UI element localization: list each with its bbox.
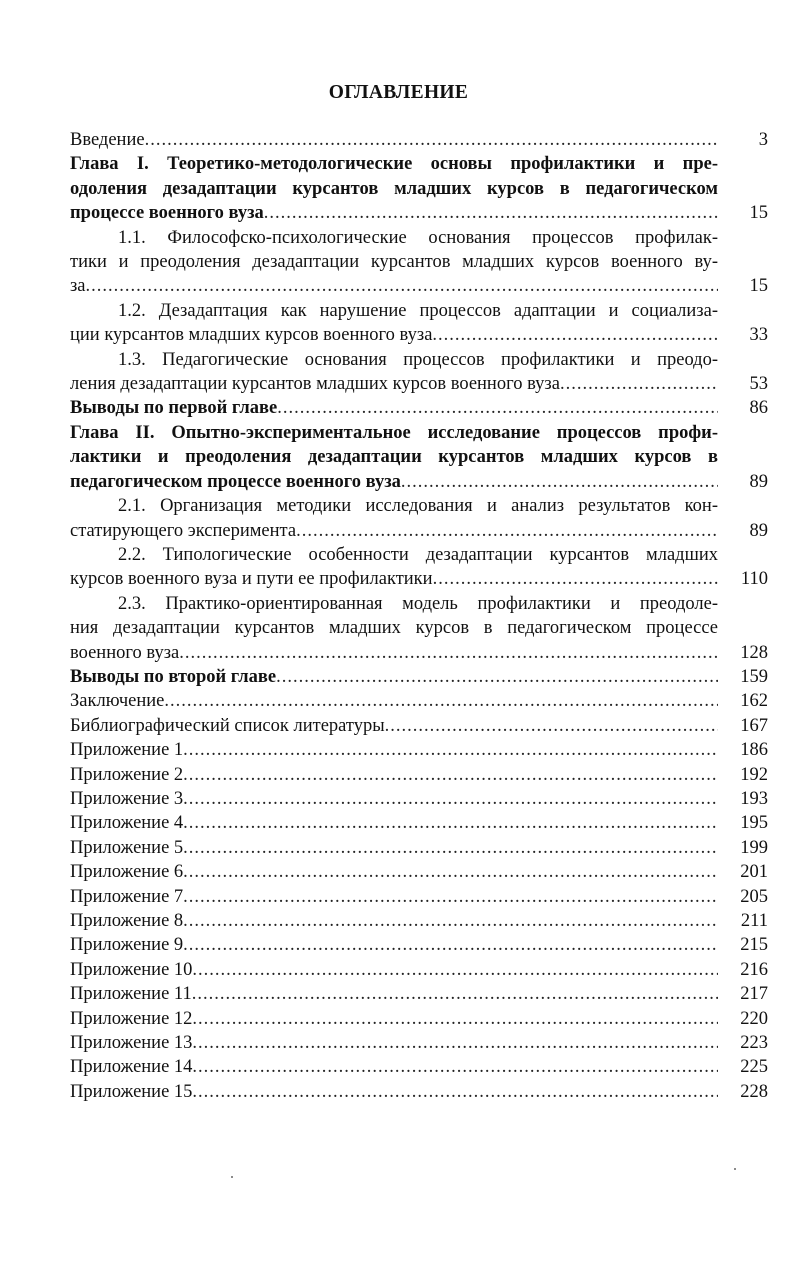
toc-page-number: 193 bbox=[740, 788, 768, 809]
toc-page-number: 167 bbox=[740, 715, 768, 736]
toc-entry-title: процессе военного вуза bbox=[70, 203, 264, 224]
toc-entry bbox=[70, 348, 770, 397]
toc-entry bbox=[70, 1055, 770, 1079]
toc-entry-line: тики и преодоления дезадаптации курсантов младших курсов военного ву- bbox=[70, 252, 718, 273]
toc-entry-title: Приложение 12 bbox=[70, 1008, 193, 1029]
toc-page-number: 220 bbox=[740, 1008, 768, 1029]
toc-entry bbox=[70, 543, 770, 592]
toc-entry bbox=[70, 909, 770, 933]
toc-entry-title: Приложение 10 bbox=[70, 959, 193, 980]
toc-page-number: 201 bbox=[740, 862, 768, 883]
toc-entry bbox=[70, 1080, 770, 1104]
dot-leader bbox=[86, 274, 718, 298]
toc-entry-title: Библиографический список литературы bbox=[70, 715, 385, 736]
toc-entry-leader-line bbox=[70, 323, 770, 347]
toc-entry bbox=[70, 152, 770, 225]
toc-entry-leader-line bbox=[70, 836, 770, 860]
toc-entry-leader-line bbox=[70, 738, 770, 762]
toc-entry bbox=[70, 714, 770, 738]
dot-leader bbox=[183, 860, 718, 884]
toc-entry-title: Приложение 13 bbox=[70, 1033, 193, 1054]
dot-leader bbox=[183, 738, 718, 762]
toc-page-number: 192 bbox=[740, 764, 768, 785]
scan-speck bbox=[231, 1176, 233, 1178]
dot-leader bbox=[192, 1055, 718, 1079]
toc-entry-leader-line bbox=[70, 811, 770, 835]
toc-entry-leader-line bbox=[70, 933, 770, 957]
toc-entry-title: ления дезадаптации курсантов младших курсов военного вуза bbox=[70, 374, 560, 395]
toc-entry-leader-line bbox=[70, 982, 770, 1006]
toc-entry-title: Заключение bbox=[70, 691, 165, 712]
dot-leader bbox=[183, 763, 718, 787]
dot-leader bbox=[192, 1031, 718, 1055]
toc-entry bbox=[70, 592, 770, 665]
dot-leader bbox=[145, 128, 718, 152]
toc-entry bbox=[70, 763, 770, 787]
dot-leader bbox=[277, 396, 718, 420]
toc-entry-leader-line bbox=[70, 567, 770, 591]
toc-page-number: 215 bbox=[740, 935, 768, 956]
toc-entry-leader-line bbox=[70, 396, 770, 420]
toc-page-number: 3 bbox=[758, 130, 768, 150]
dot-leader bbox=[183, 811, 718, 835]
toc-entry bbox=[70, 226, 770, 299]
toc-entry-leader-line bbox=[70, 1007, 770, 1031]
toc-entry bbox=[70, 396, 770, 420]
dot-leader bbox=[560, 372, 718, 396]
toc-entry-leader-line bbox=[70, 958, 770, 982]
toc-entry-line: ния дезадаптации курсантов младших курсов в педагогическом процессе bbox=[70, 618, 718, 639]
toc-entry-title: Приложение 2 bbox=[70, 764, 184, 785]
toc-entry bbox=[70, 982, 770, 1006]
toc-entry-line: Глава II. Опытно-экспериментальное исследование процессов профи- bbox=[70, 422, 718, 443]
toc-entry-title: Приложение 9 bbox=[70, 935, 184, 956]
toc-entry-line: 1.2. Дезадаптация как нарушение процессов адаптации и социализа- bbox=[118, 300, 718, 321]
toc-page-number: 228 bbox=[740, 1081, 768, 1102]
toc-entry bbox=[70, 738, 770, 762]
toc-entry bbox=[70, 1007, 770, 1031]
toc-entry-leader-line bbox=[70, 201, 770, 225]
dot-leader bbox=[183, 787, 718, 811]
toc-page-number: 86 bbox=[749, 398, 768, 419]
toc-entry bbox=[70, 299, 770, 348]
toc-entry bbox=[70, 860, 770, 884]
toc-entry-line: одоления дезадаптации курсантов младших курсов в педагогическом bbox=[70, 178, 718, 199]
toc-entry-title: Приложение 4 bbox=[70, 813, 184, 834]
dot-leader bbox=[183, 933, 718, 957]
toc-entry-title: Приложение 11 bbox=[70, 984, 192, 1005]
toc-page-number: 216 bbox=[740, 959, 768, 980]
dot-leader bbox=[192, 958, 718, 982]
toc-page-number: 162 bbox=[740, 691, 768, 712]
dot-leader bbox=[433, 567, 718, 591]
dot-leader bbox=[192, 982, 718, 1006]
toc-entry-leader-line bbox=[70, 787, 770, 811]
toc-page-number: 211 bbox=[740, 911, 768, 931]
toc-page-number: 217 bbox=[740, 984, 768, 1005]
toc-entry-leader-line bbox=[70, 860, 770, 884]
toc-entry bbox=[70, 1031, 770, 1055]
toc-page-number: 205 bbox=[740, 886, 768, 907]
dot-leader bbox=[183, 885, 718, 909]
toc-entry-leader-line bbox=[70, 665, 770, 689]
toc-page-number: 89 bbox=[749, 520, 768, 541]
dot-leader bbox=[401, 470, 718, 494]
toc-page-number: 225 bbox=[740, 1057, 768, 1078]
toc-page-number: 195 bbox=[740, 813, 768, 834]
toc-entry bbox=[70, 958, 770, 982]
toc-entry-title: военного вуза bbox=[70, 642, 180, 663]
toc-entry-leader-line bbox=[70, 519, 770, 543]
toc-page-number: 53 bbox=[749, 374, 768, 395]
toc-page-number: 128 bbox=[740, 642, 768, 663]
dot-leader bbox=[192, 1080, 718, 1104]
dot-leader bbox=[264, 201, 718, 225]
toc-entry-title: статирующего эксперимента bbox=[70, 520, 297, 541]
toc-entry-title: Приложение 8 bbox=[70, 911, 184, 931]
toc-entry-title: Приложение 6 bbox=[70, 862, 184, 883]
toc-entry-title: Приложение 15 bbox=[70, 1081, 193, 1102]
toc-entry bbox=[70, 665, 770, 689]
dot-leader bbox=[192, 1007, 718, 1031]
toc-entry-leader-line bbox=[70, 714, 770, 738]
toc-entry-title: Введение bbox=[70, 130, 145, 150]
toc-page-number: 223 bbox=[740, 1033, 768, 1054]
dot-leader bbox=[385, 714, 718, 738]
toc-entry-leader-line bbox=[70, 763, 770, 787]
toc-entry-title: Выводы по первой главе bbox=[70, 398, 278, 419]
toc-entry-leader-line bbox=[70, 641, 770, 665]
dot-leader bbox=[296, 519, 718, 543]
toc-page-number: 89 bbox=[749, 471, 768, 492]
toc-entry bbox=[70, 689, 770, 713]
toc-entry-title: Приложение 5 bbox=[70, 837, 184, 858]
toc-entry-title: курсов военного вуза и пути ее профилактики bbox=[70, 569, 433, 590]
toc-page-number: 33 bbox=[749, 325, 768, 346]
toc-page-number: 110 bbox=[740, 569, 768, 590]
toc-entry-line: 1.1. Философско-психологические основания процессов профилак- bbox=[118, 227, 718, 248]
toc-entry bbox=[70, 787, 770, 811]
toc-page-number: 159 bbox=[740, 666, 768, 687]
page-title: ОГЛАВЛЕНИЕ bbox=[328, 82, 469, 103]
toc-page-number: 199 bbox=[740, 837, 768, 858]
toc-entry-title: Выводы по второй главе bbox=[70, 666, 277, 687]
toc-entry-line: лактики и преодоления дезадаптации курсантов младших курсов в bbox=[70, 447, 718, 468]
toc-entry bbox=[70, 811, 770, 835]
toc-entry-leader-line bbox=[70, 1080, 770, 1104]
toc-entry-leader-line bbox=[70, 128, 770, 152]
toc-entry-title: Приложение 7 bbox=[70, 886, 184, 907]
toc-entry bbox=[70, 933, 770, 957]
table-of-contents bbox=[70, 128, 770, 1104]
toc-entry bbox=[70, 128, 770, 152]
toc-entry-leader-line bbox=[70, 372, 770, 396]
dot-leader bbox=[183, 909, 718, 933]
toc-entry-title: Приложение 3 bbox=[70, 788, 184, 809]
toc-entry-leader-line bbox=[70, 470, 770, 494]
toc-entry-leader-line bbox=[70, 909, 770, 933]
dot-leader bbox=[432, 323, 718, 347]
dot-leader bbox=[183, 836, 718, 860]
toc-entry-leader-line bbox=[70, 885, 770, 909]
dot-leader bbox=[179, 641, 718, 665]
toc-entry-title: ции курсантов младших курсов военного вуза bbox=[70, 325, 433, 346]
toc-entry bbox=[70, 836, 770, 860]
toc-entry-line: Глава I. Теоретико-методологические основы профилактики и пре- bbox=[70, 154, 718, 175]
toc-entry bbox=[70, 494, 770, 543]
toc-entry-leader-line bbox=[70, 1031, 770, 1055]
toc-page-number: 186 bbox=[740, 740, 768, 761]
toc-entry-title: педагогическом процессе военного вуза bbox=[70, 471, 401, 492]
scan-speck bbox=[734, 1168, 736, 1170]
toc-entry-leader-line bbox=[70, 274, 770, 298]
toc-entry-title: Приложение 1 bbox=[70, 740, 184, 761]
toc-entry-title: за bbox=[70, 276, 86, 297]
dot-leader bbox=[164, 689, 718, 713]
toc-entry-line: 2.2. Типологические особенности дезадаптации курсантов младших bbox=[118, 544, 718, 565]
toc-entry bbox=[70, 885, 770, 909]
toc-entry-line: 1.3. Педагогические основания процессов профилактики и преодо- bbox=[118, 349, 718, 370]
toc-entry-leader-line bbox=[70, 1055, 770, 1079]
toc-entry-line: 2.1. Организация методики исследования и анализ результатов кон- bbox=[118, 496, 718, 517]
toc-page-number: 15 bbox=[749, 276, 768, 297]
toc-entry-line: 2.3. Практико-ориентированная модель профилактики и преодоле- bbox=[118, 593, 718, 614]
toc-entry-leader-line bbox=[70, 689, 770, 713]
toc-entry-title: Приложение 14 bbox=[70, 1057, 193, 1078]
toc-entry bbox=[70, 421, 770, 494]
dot-leader bbox=[276, 665, 718, 689]
toc-page-number: 15 bbox=[749, 203, 768, 224]
